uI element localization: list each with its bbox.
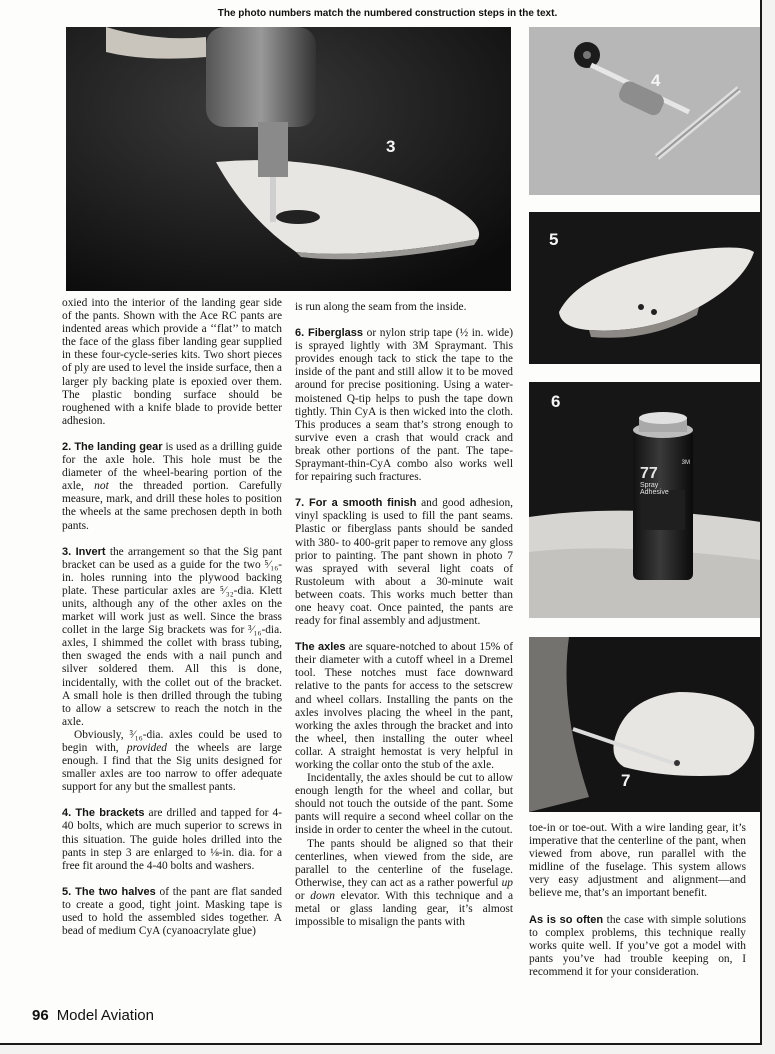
col3-paragraph-conclusion: As is so often the case with simple solutions to complex problems, this technique really works quite well. If you’ve got a model with pants you’ve had trouble keeping on, I recommend it for your consideration. bbox=[529, 913, 746, 978]
col2-paragraph-alignment: The pants should be aligned so that their centerlines, when viewed from the side, are parallel to the centerline of the fuselage. Otherwise, they can act as a rather powerful up or down elevator. With this technique and a metal or glass landing gear, it’s almost impossible to misalign the pants with bbox=[295, 837, 513, 929]
photo-3-illustration bbox=[66, 27, 511, 291]
spray-can-number: 77 bbox=[640, 465, 658, 482]
col1-paragraph: oxied into the interior of the landing gear side of the pants. Shown with the Ace RC pants are indented areas which provide a ‘‘flat’’ to match the face of the glass fiber landing gear supplied in these four-cycle-series kits. Two short pieces of ply are used to level the inside surface, then a larger ply backing plate is epoxied over them. The plastic bonding surface should be roughened with a knife blade to provide better adhesion. bbox=[62, 297, 282, 427]
col2-paragraph-step7: 7. For a smooth finish and good adhesion, vinyl spackling is used to fill the pant seams. Plastic or fiberglass pants should be sanded with 380- to 400-grit paper to remove any gloss prior to painting. The pant shown in photo 7 was sprayed with several light coats of Rustoleum with about a 30-minute wait between coats. This works much better than one heavy coat. Once painted, the pants are ready for final assembly and adjustment. bbox=[295, 497, 513, 628]
photo-6-illustration bbox=[529, 382, 761, 618]
col3-paragraph-cont: toe-in or toe-out. With a wire landing gear, it’s imperative that the centerline of the pant, when viewed from above, run parallel with the midline of the fuselage. This system allows very easy adjustment and alignment—and believe me, that’s an important benefit. bbox=[529, 822, 746, 900]
photo-7-number: 7 bbox=[621, 771, 631, 790]
photo-4-axle-tool bbox=[529, 27, 761, 195]
col1-paragraph-step4: 4. The brackets are drilled and tapped for 4-40 bolts, which are much superior to screws in this situation. The guide holes drilled into the pants in step 3 are enlarged to ⅛-in. dia. for a free fit around the 4-40 bolts and washers. bbox=[62, 807, 282, 872]
col2-paragraph-axles: The axles are square-notched to about 15% of their diameter with a cutoff wheel in a Dremel tool. These notches must face downward relative to the pants for access to the setscrew and wheel collars. Installing the pants on the axles involves placing the wheel in the pant, working the axles through the bracket and into the wheel, then installing the outer wheel collar. A straight hemostat is very helpful in working the collar onto the stub of the axle. bbox=[295, 641, 514, 771]
photo-5-number: 5 bbox=[549, 230, 559, 249]
photo-5-illustration bbox=[529, 212, 761, 364]
photo-caption-header: The photo numbers match the numbered construction steps in the text. bbox=[217, 8, 558, 19]
col1-paragraph-step5: 5. The two halves of the pant are flat sanded to create a good, tight joint. Masking tape is used to hold the assembled sides together. A bead of medium CyA (cyanoacrylate glue) bbox=[62, 885, 282, 938]
photo-3-drilling bbox=[66, 27, 511, 291]
col1-paragraph-step3: 3. Invert the arrangement so that the Sig pant bracket can be used as a guide for the two ⁵⁄₁₆-in. holes running into the plywood backing plate. These particular axles are ⁵⁄₃₂-dia. Klett units, although any of the other axles on the market will work just as well. Since the brass collet in the large Sig brackets was for ³⁄₁₆-dia. axles, I shimmed the collet with brass tubing, then swaged the ends with a nail punch and silver soldered them. All this is done, incidentally, with the collet out of the bracket. A small hole is then drilled through the tubing to allow a setscrew to reach the notch in the axle. bbox=[62, 545, 282, 728]
magazine-name: Model Aviation bbox=[56, 1007, 154, 1024]
photo-4-illustration bbox=[529, 27, 761, 195]
text-column-2 bbox=[295, 301, 513, 942]
page-number: 96 bbox=[32, 1007, 49, 1024]
photo-4-number: 4 bbox=[651, 71, 661, 90]
page-footer bbox=[32, 1007, 154, 1024]
col1-paragraph-obviously: Obviously, ³⁄₁₆-dia. axles could be used to begin with, provided the wheels are large enough. I find that the Sig units designed for smaller axles are too narrow to offer adequate support for any but the smallest pants. bbox=[62, 728, 282, 794]
photo-6-spray-can bbox=[529, 382, 761, 618]
spray-can-line2: Adhesive bbox=[640, 489, 669, 496]
photo-3-number: 3 bbox=[386, 137, 396, 156]
spray-can-line1: Spray bbox=[640, 482, 659, 489]
text-column-3 bbox=[529, 822, 746, 992]
spray-can-label bbox=[640, 460, 690, 496]
photo-7-mounted-pant bbox=[529, 637, 761, 812]
col2-paragraph-incidentally: Incidentally, the axles should be cut to allow enough length for the wheel and collar, but should not touch the outside of the pant. Some pants will require a second wheel collar on the inside in order to center the wheel in the cutout. bbox=[295, 772, 513, 837]
text-column-1 bbox=[62, 297, 282, 951]
photo-7-illustration bbox=[529, 637, 761, 812]
col1-paragraph-step2: 2. The landing gear is used as a drilling guide for the axle hole. This hole must be the diameter of the wheel-bearing portion of the axle, not the threaded portion. Carefully measure, mark, and drill these holes to position the wheels at the same prechosen depth in both pants. bbox=[62, 440, 282, 532]
col2-paragraph-step6: 6. Fiberglass or nylon strip tape (½ in. wide) is sprayed lightly with 3M Spraymant. This provides enough tack to stick the tape to the inside of the pant and still allow it to be moved around for precise positioning. Using a water-moistened Q-tip helps to push the tape down tightly. Thin CyA is then wicked into the cloth. This produces a seam that’s strong enough to survive even a crash that would crack and break other portions of the pant. The tape-Spraymant-thin-CyA combo also works well for repairing such fractures. bbox=[295, 327, 513, 484]
photo-5-pant-halves bbox=[529, 212, 761, 364]
spray-can-brand: 3M bbox=[681, 460, 690, 466]
photo-6-number: 6 bbox=[551, 392, 561, 411]
col2-paragraph-cont: is run along the seam from the inside. bbox=[295, 301, 467, 313]
